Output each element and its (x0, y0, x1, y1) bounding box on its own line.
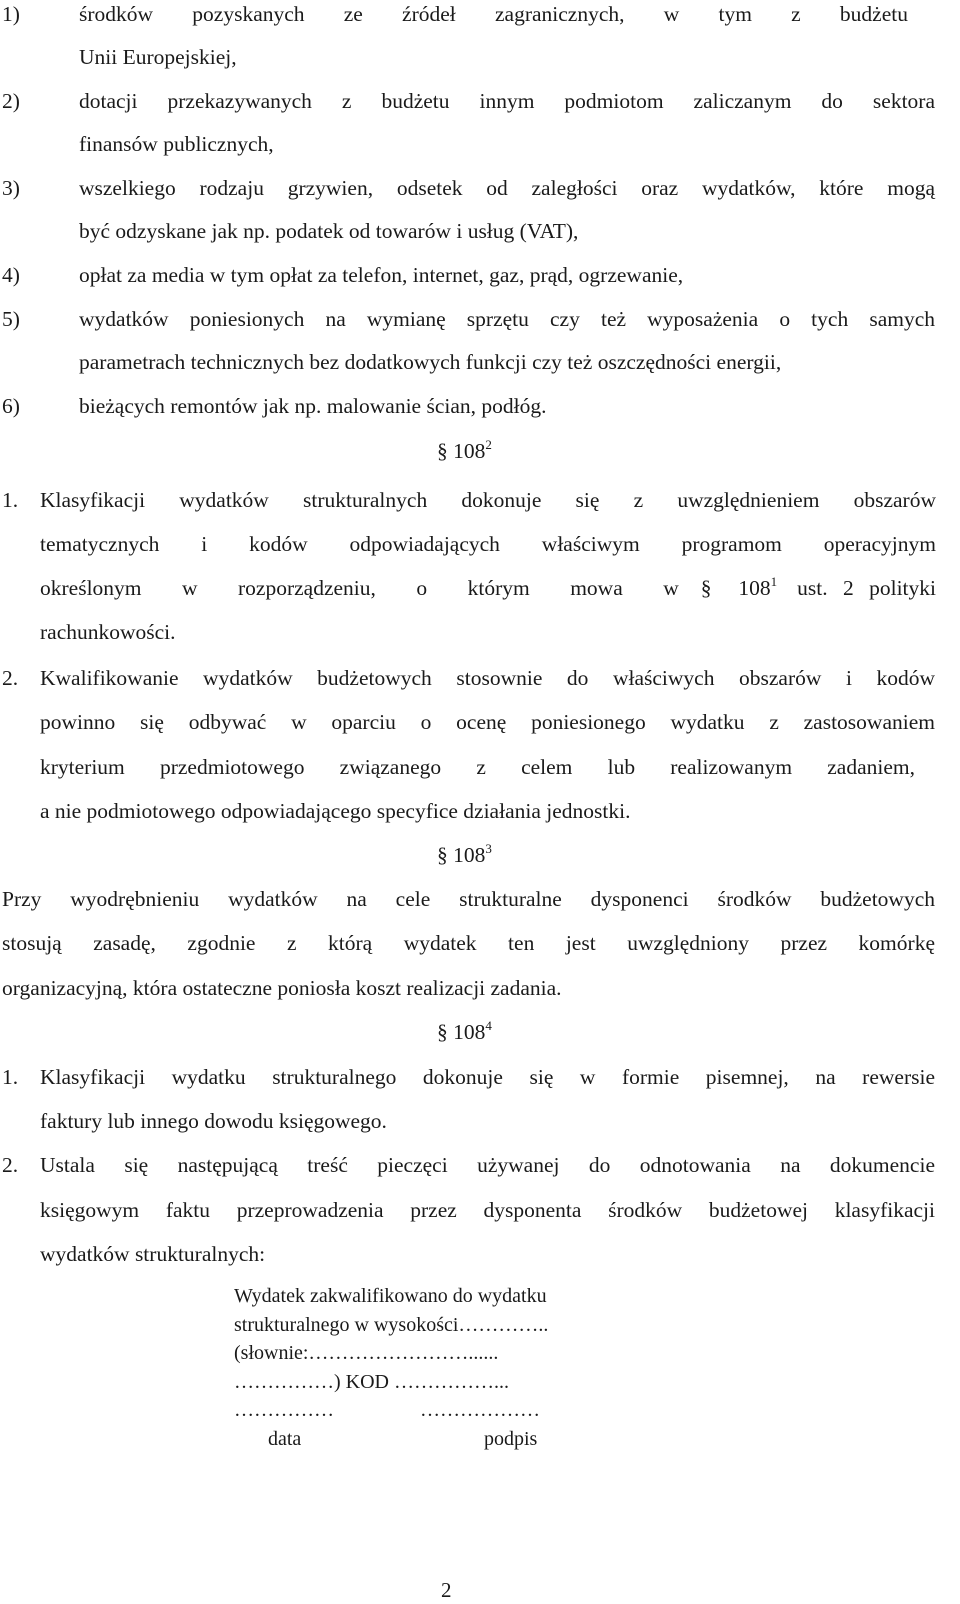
paragraph-line: powinno się odbywać w oparciu o ocenę poniesionego wydatku z zastosowaniem (40, 710, 935, 734)
section-superscript: 3 (485, 841, 492, 856)
stamp-date-label: data (268, 1427, 302, 1450)
stamp-line: ……………) KOD ……………... (234, 1370, 509, 1393)
list-text: wydatków poniesionych na wymianę sprzętu czy też wyposażenia o tych samych (79, 307, 935, 331)
list-text: być odzyskane jak np. podatek od towarów i usług (VAT), (79, 219, 579, 243)
stamp-template (234, 1282, 614, 1453)
paragraph-number: 1. (2, 1065, 19, 1089)
section-number: 108 (453, 843, 486, 867)
paragraph-number: 2. (2, 1153, 19, 1177)
list-number: 1) (2, 2, 20, 26)
list-text: środków pozyskanych ze źródeł zagranicznych, w tym z budżetu (79, 2, 908, 26)
list-text: opłat za media w tym opłat za telefon, internet, gaz, prąd, ogrzewanie, (79, 263, 684, 287)
section-heading (437, 841, 492, 872)
paragraph-line: rachunkowości. (40, 620, 176, 644)
section-sign: § (437, 439, 448, 463)
stamp-line: (słownie:……………………...... (234, 1342, 499, 1364)
paragraph-line (40, 574, 936, 605)
list-text: wszelkiego rodzaju grzywien, odsetek od zaległości oraz wydatków, które mogą (79, 176, 935, 200)
section-heading (437, 1018, 492, 1049)
list-number: 3) (2, 176, 20, 200)
paragraph-number: 2. (2, 666, 19, 690)
paragraph-line: Klasyfikacji wydatków strukturalnych dokonuje się z uwzględnieniem obszarów (40, 488, 936, 512)
stamp-line: Wydatek zakwalifikowano do wydatku (234, 1285, 547, 1307)
paragraph-line: księgowym faktu przeprowadzenia przez dysponenta środków budżetowej klasyfikacji (40, 1198, 935, 1222)
list-number: 4) (2, 263, 20, 287)
section-sign: § (437, 1020, 448, 1044)
paragraph-line: tematycznych i kodów odpowiadających właściwym programom operacyjnym (40, 532, 936, 556)
stamp-line: strukturalnego w wysokości………….. (234, 1313, 549, 1336)
section-superscript: 2 (485, 437, 492, 452)
stamp-line (234, 1396, 614, 1425)
paragraph-line: a nie podmiotowego odpowiadającego specyfice działania jednostki. (40, 799, 631, 823)
page-number: 2 (441, 1578, 452, 1602)
list-number: 5) (2, 307, 20, 331)
paragraph-line: organizacyjną, która ostateczne poniosła koszt realizacji zadania. (2, 976, 562, 1000)
paragraph-text: ust. 2 polityki (797, 576, 936, 600)
list-text: parametrach technicznych bez dodatkowych funkcji czy też oszczędności energii, (79, 350, 782, 374)
paragraph-line: Przy wyodrębnieniu wydatków na cele strukturalne dysponenci środków budżetowych (2, 887, 935, 911)
list-number: 6) (2, 394, 20, 418)
stamp-date-dots: …………… (234, 1399, 334, 1421)
paragraph-line: Ustala się następującą treść pieczęci używanej do odnotowania na dokumencie (40, 1153, 935, 1177)
stamp-signature-label: podpis (484, 1427, 538, 1450)
paragraph-number: 1. (2, 488, 19, 512)
section-superscript: 1 (770, 574, 778, 589)
paragraph-text: określonym w rozporządzeniu, o którym mowa w (40, 576, 679, 600)
list-text: finansów publicznych, (79, 132, 274, 156)
stamp-line (234, 1425, 614, 1454)
paragraph-line: Klasyfikacji wydatku strukturalnego dokonuje się w formie pisemnej, na rewersie (40, 1065, 935, 1089)
paragraph-line: kryterium przedmiotowego związanego z celem lub realizowanym zadaniem, (40, 755, 915, 779)
paragraph-line: stosują zasadę, zgodnie z którą wydatek ten jest uwzględniony przez komórkę (2, 931, 935, 955)
paragraph-line: Kwalifikowanie wydatków budżetowych stosownie do właściwych obszarów i kodów (40, 666, 935, 690)
section-superscript: 4 (485, 1018, 492, 1033)
section-number: 108 (453, 439, 486, 463)
stamp-signature-dots: ……………… (420, 1399, 540, 1421)
section-number: 108 (738, 576, 771, 600)
paragraph-line: faktury lub innego dowodu księgowego. (40, 1109, 387, 1133)
section-sign: § (700, 576, 712, 600)
list-number: 2) (2, 89, 20, 113)
section-sign: § (437, 843, 448, 867)
paragraph-line: wydatków strukturalnych: (40, 1242, 266, 1266)
section-number: 108 (453, 1020, 486, 1044)
list-text: dotacji przekazywanych z budżetu innym podmiotom zaliczanym do sektora (79, 89, 935, 113)
list-text: Unii Europejskiej, (79, 45, 237, 69)
list-text: bieżących remontów jak np. malowanie ścian, podłóg. (79, 394, 547, 418)
section-reference (701, 574, 777, 605)
section-heading (437, 437, 492, 468)
